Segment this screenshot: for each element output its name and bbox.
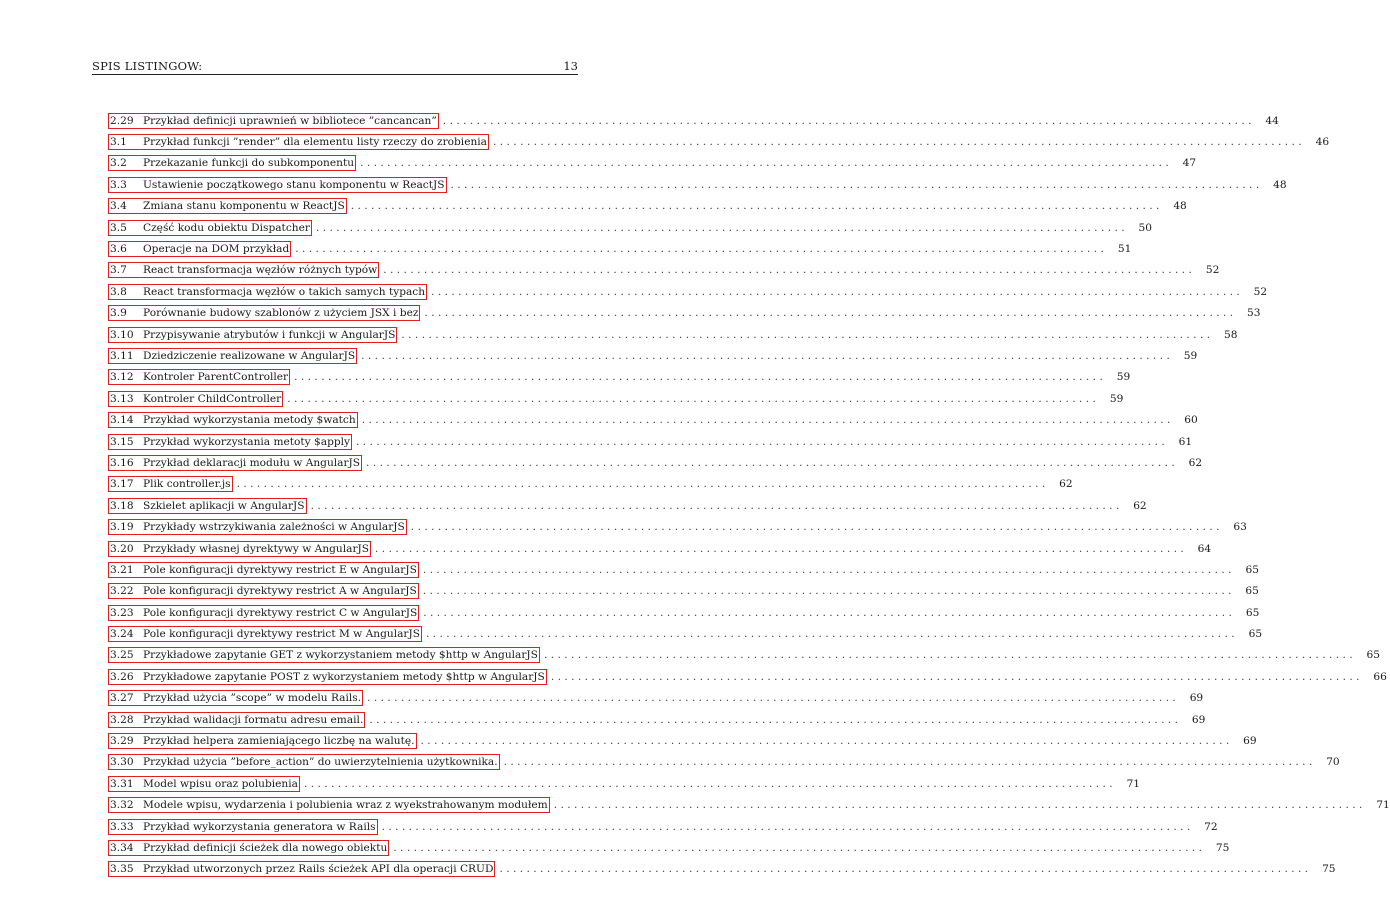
toc-entry-link[interactable] [108,626,422,642]
toc-entry-link[interactable] [108,498,307,514]
toc-entry-link[interactable] [108,647,540,663]
toc-entry-number: 3.3 [110,178,127,191]
toc-leader-dots: ........................................................................................................................ [361,349,1174,362]
toc-entry [108,773,1141,794]
toc-entry-title: Plik controller.js [143,478,231,491]
toc-entry-link[interactable] [108,754,500,770]
toc-entry-number: 3.23 [110,606,134,619]
toc-entry-page: 75 [1322,863,1336,876]
toc-leader-dots: ........................................................................................................................ [383,264,1196,277]
toc-entry-number: 3.10 [110,328,134,341]
toc-entry [108,409,1198,430]
toc-entry [108,217,1153,238]
toc-entry-link[interactable] [108,733,417,749]
toc-leader-dots: ........................................................................................................................ [493,136,1306,149]
toc-entry-number: 3.25 [110,649,134,662]
toc-entry-number: 3.14 [110,414,134,427]
toc-entry [108,260,1220,281]
toc-entry [108,281,1268,302]
toc-entry-title: Przykład walidacji formatu adresu email. [143,713,364,726]
toc-entry-link[interactable] [108,690,363,706]
toc-entry [108,174,1287,195]
toc-entry-page: 44 [1265,114,1279,127]
toc-entry [108,238,1132,259]
toc-entry [108,795,1390,816]
toc-entry-title: Przykład definicji uprawnień w bibliotece ”cancancan” [143,114,437,127]
toc-leader-dots: ........................................................................................................................ [369,713,1182,726]
toc-leader-dots: ........................................................................................................................ [366,456,1179,469]
toc-entry-page: 62 [1059,478,1073,491]
toc-entry-page: 47 [1182,157,1197,170]
toc-entry [108,837,1230,858]
toc-entry-number: 3.21 [110,563,134,576]
toc-entry-title: React transformacja węzłów o takich samych typach [143,285,426,298]
toc-entry-page: 60 [1184,414,1198,427]
toc-entry-page: 65 [1245,585,1259,598]
toc-entry-link[interactable] [108,541,371,557]
toc-entry-number: 3.17 [110,478,134,491]
toc-entry-link[interactable] [108,669,547,685]
toc-entry-number: 3.16 [110,456,134,469]
toc-entry-title: Ustawienie początkowego stanu komponentu w ReactJS [143,178,445,191]
toc-entry-page: 61 [1178,435,1193,448]
toc-entry-page: 58 [1224,328,1238,341]
toc-entry-title: Przypisywanie atrybutów i funkcji w AngularJS [143,328,396,341]
toc-entry [108,730,1257,751]
toc-leader-dots: ........................................................................................................................ [310,499,1123,512]
toc-entry-page: 75 [1215,841,1230,854]
toc-entry-number: 3.33 [110,820,134,833]
toc-entry-page: 62 [1188,456,1203,469]
toc-entry-link[interactable] [108,284,427,300]
toc-entry-page: 59 [1109,392,1124,405]
toc-entry-number: 3.35 [110,863,134,876]
toc-entry-link[interactable] [108,840,389,856]
toc-entry-link[interactable] [108,369,290,385]
toc-entry-number: 3.15 [110,435,134,448]
toc-leader-dots: ........................................................................................................................ [420,735,1233,748]
header-title: SPIS LISTINGOW: [92,59,203,73]
toc-entry-title: Dziedziczenie realizowane w AngularJS [143,349,356,362]
toc-entry-page: 48 [1173,200,1187,213]
toc-entry-page: 52 [1205,264,1220,277]
toc-leader-dots: ........................................................................................................................ [543,649,1357,662]
toc-entry-title: Pole konfiguracji dyrektywy restrict C w AngularJS [143,606,418,619]
toc-entry-number: 3.30 [110,756,134,769]
toc-entry-number: 3.29 [110,735,134,748]
toc-entry-number: 3.12 [110,371,134,384]
toc-entry-link[interactable] [108,455,362,471]
toc-leader-dots: ........................................................................................................................ [360,157,1173,170]
toc-entry-title: Przykłady własnej dyrektywy w AngularJS [143,542,370,555]
toc-entry-number: 3.28 [110,713,134,726]
toc-entry-link[interactable] [108,819,378,835]
toc-entry [108,431,1193,452]
toc-entry-title: Przykładowe zapytanie POST z wykorzystaniem metody $http w AngularJS [143,670,545,683]
toc-leader-dots: ........................................................................................................................ [393,841,1206,854]
toc-entry [108,153,1197,174]
toc-entry-page: 69 [1189,692,1204,705]
toc-entry-page: 64 [1197,542,1212,555]
toc-entry-link[interactable] [108,113,439,129]
toc-entry-number: 3.5 [110,221,127,234]
toc-entry-number: 3.22 [110,585,134,598]
toc-entry [108,581,1259,602]
toc-entry-number: 3.4 [110,200,127,213]
toc-entry-page: 59 [1183,349,1198,362]
toc-entry-title: Kontroler ChildController [143,392,282,405]
toc-entry-link[interactable] [108,861,495,877]
toc-entry [108,645,1381,666]
toc-entry [108,538,1212,559]
toc-leader-dots: ........................................................................................................................ [422,585,1235,598]
toc-leader-dots: ........................................................................................................................ [295,243,1108,256]
toc-leader-dots: ........................................................................................................................ [425,628,1239,641]
toc-entry-number: 3.7 [110,264,127,277]
toc-entry-link[interactable] [108,220,312,236]
toc-entry-page: 53 [1247,307,1261,320]
toc-leader-dots: ........................................................................................................................ [361,414,1174,427]
toc-entry-title: Przekazanie funkcji do subkomponentu [143,157,355,170]
toc-entry [108,131,1330,152]
toc-entry [108,388,1124,409]
toc-entry [108,709,1206,730]
toc-entry-link[interactable] [108,776,300,792]
toc-leader-dots: ........................................................................................................................ [401,328,1214,341]
toc-entry [108,367,1131,388]
toc-entry-page: 65 [1366,649,1381,662]
toc-entry [108,602,1260,623]
toc-leader-dots: ........................................................................................................................ [303,777,1117,790]
toc-entry-link[interactable] [108,434,352,450]
toc-leader-dots: ........................................................................................................................ [499,863,1312,876]
toc-entry-link[interactable] [108,241,291,257]
toc-entry-link[interactable] [108,198,347,214]
running-header [92,56,578,75]
toc-entry-link[interactable] [108,797,550,813]
toc-entry [108,559,1259,580]
toc-entry-number: 3.1 [110,136,127,149]
toc-entry-number: 3.2 [110,157,127,170]
toc-entry [108,303,1261,324]
toc-leader-dots: ........................................................................................................................ [367,692,1180,705]
toc-entry-title: Przykład definicji ścieżek dla nowego obiektu [143,841,388,854]
toc-entry-title: Model wpisu oraz polubienia [143,777,298,790]
toc-entry-number: 3.18 [110,499,134,512]
toc-entry-page: 66 [1373,670,1387,683]
toc-leader-dots: ........................................................................................................................ [553,799,1366,812]
toc-leader-dots: ........................................................................................................................ [424,307,1237,320]
toc-entry-page: 71 [1126,777,1141,790]
toc-leader-dots: ........................................................................................................................ [315,221,1129,234]
toc-entry-link[interactable] [108,305,420,321]
toc-leader-dots: ........................................................................................................................ [350,200,1163,213]
toc-leader-dots: ........................................................................................................................ [450,178,1263,191]
toc-entry-link[interactable] [108,327,397,343]
toc-entry-title: Przykład deklaracji modułu w AngularJS [143,456,361,469]
toc-entry-link[interactable] [108,348,357,364]
toc-entry [108,452,1203,473]
toc-entry-title: Pole konfiguracji dyrektywy restrict E w AngularJS [143,563,417,576]
toc-entry-page: 65 [1248,628,1263,641]
toc-entry-number: 3.31 [110,777,134,790]
toc-entry-number: 3.34 [110,841,134,854]
toc-entry-title: Porównanie budowy szablonów z użyciem JSX i bez [143,307,419,320]
toc-leader-dots: ........................................................................................................................ [423,606,1236,619]
toc-entry-title: Przykład utworzonych przez Rails ścieżek API dla operacji CRUD [143,863,494,876]
toc-leader-dots: ........................................................................................................................ [442,114,1255,127]
toc-entry-page: 50 [1138,221,1153,234]
toc-entry-link[interactable] [108,519,407,535]
toc-entry-title: Przykład użycia ”before_action” do uwierzytelnienia użytkownika. [143,756,498,769]
toc-leader-dots: ........................................................................................................................ [431,285,1244,298]
toc-entry [108,324,1238,345]
toc-entry-link[interactable] [108,412,358,428]
toc-entry-title: Przykład funkcji ”render” dla elementu listy rzeczy do zrobienia [143,136,487,149]
toc-leader-dots: ........................................................................................................................ [422,563,1235,576]
toc-entry [108,196,1187,217]
toc-entry-number: 3.13 [110,392,134,405]
toc-entry-link[interactable] [108,134,489,150]
toc-entry-link[interactable] [108,391,283,407]
toc-leader-dots: ........................................................................................................................ [550,670,1363,683]
toc-entry-page: 65 [1245,606,1260,619]
toc-entry-title: Operacje na DOM przykład [143,243,290,256]
toc-entry-page: 46 [1315,136,1330,149]
toc-entry-title: Pole konfiguracji dyrektywy restrict A w AngularJS [143,585,417,598]
toc-entry-number: 2.29 [110,114,134,127]
toc-entry [108,752,1340,773]
toc-entry [108,110,1279,131]
toc-entry-page: 71 [1376,799,1390,812]
toc-entry-title: React transformacja węzłów różnych typów [143,264,378,277]
toc-leader-dots: ........................................................................................................................ [375,542,1188,555]
toc-leader-dots: ........................................................................................................................ [294,371,1107,384]
toc-entry-title: Pole konfiguracji dyrektywy restrict M w AngularJS [143,628,420,641]
toc-entry-number: 3.8 [110,285,127,298]
toc-leader-dots: ........................................................................................................................ [287,392,1100,405]
toc-entry [108,495,1147,516]
toc-entry-title: Przykłady wstrzykiwania zależności w AngularJS [143,521,405,534]
toc-entry-title: Przykład użycia ”scope” w modelu Rails. [143,692,362,705]
toc-entry-number: 3.19 [110,521,134,534]
toc-entry-page: 69 [1191,713,1206,726]
toc-entry-number: 3.20 [110,542,134,555]
toc-entry [108,816,1218,837]
toc-entry-number: 3.11 [110,349,134,362]
toc-entry [108,623,1263,644]
toc-entry-link[interactable] [108,155,356,171]
toc-entry-title: Przykładowe zapytanie GET z wykorzystaniem metody $http w AngularJS [143,649,538,662]
toc-entry-page: 65 [1245,563,1259,576]
toc-entry [108,345,1198,366]
toc-entry-page: 52 [1253,285,1268,298]
header-page-number: 13 [563,59,578,73]
toc-entry [108,474,1073,495]
toc-leader-dots: ........................................................................................................................ [356,435,1169,448]
toc-entry-title: Przykład wykorzystania generatora w Rails [143,820,376,833]
toc-entry-link[interactable] [108,262,379,278]
toc-entry [108,688,1204,709]
toc-entry-link[interactable] [108,177,447,193]
toc-entry [108,516,1247,537]
toc-leader-dots: ........................................................................................................................ [503,756,1316,769]
toc-entry [108,859,1336,880]
toc-entry-link[interactable] [108,476,233,492]
toc-leader-dots: ........................................................................................................................ [381,820,1194,833]
toc-entry-page: 48 [1273,178,1287,191]
toc-entry-number: 3.27 [110,692,134,705]
toc-entry-title: Przykład helpera zamieniającego liczbę na walutę. [143,735,415,748]
toc-entry-page: 59 [1116,371,1131,384]
toc-entry-link[interactable] [108,712,365,728]
toc-entry-title: Modele wpisu, wydarzenia i polubienia wraz z wyekstrahowanym modułem [143,799,548,812]
toc-entry-number: 3.9 [110,307,127,320]
toc-entry-title: Część kodu obiektu Dispatcher [143,221,310,234]
toc-entry-title: Szkielet aplikacji w AngularJS [143,499,305,512]
toc-entry-page: 62 [1133,499,1147,512]
toc-entry-page: 51 [1117,243,1132,256]
toc-entry-number: 3.32 [110,799,134,812]
toc-entry-page: 72 [1204,820,1218,833]
toc-leader-dots: ........................................................................................................................ [410,521,1223,534]
toc-entry [108,666,1387,687]
toc-entry-title: Zmiana stanu komponentu w ReactJS [143,200,345,213]
toc-entry-page: 70 [1326,756,1340,769]
toc-entry-number: 3.26 [110,670,134,683]
toc-entry-page: 63 [1233,521,1247,534]
toc-entry-title: Przykład wykorzystania metody $watch [143,414,356,427]
toc-entry-title: Kontroler ParentController [143,371,289,384]
toc-leader-dots: ........................................................................................................................ [236,478,1049,491]
toc-entry-page: 69 [1243,735,1257,748]
toc-entry-link[interactable] [108,605,419,621]
toc-entry-number: 3.24 [110,628,134,641]
listings-table-of-contents [108,110,1390,880]
toc-entry-link[interactable] [108,583,419,599]
toc-entry-number: 3.6 [110,243,127,256]
toc-entry-title: Przykład wykorzystania metoty $apply [143,435,351,448]
toc-entry-link[interactable] [108,562,419,578]
